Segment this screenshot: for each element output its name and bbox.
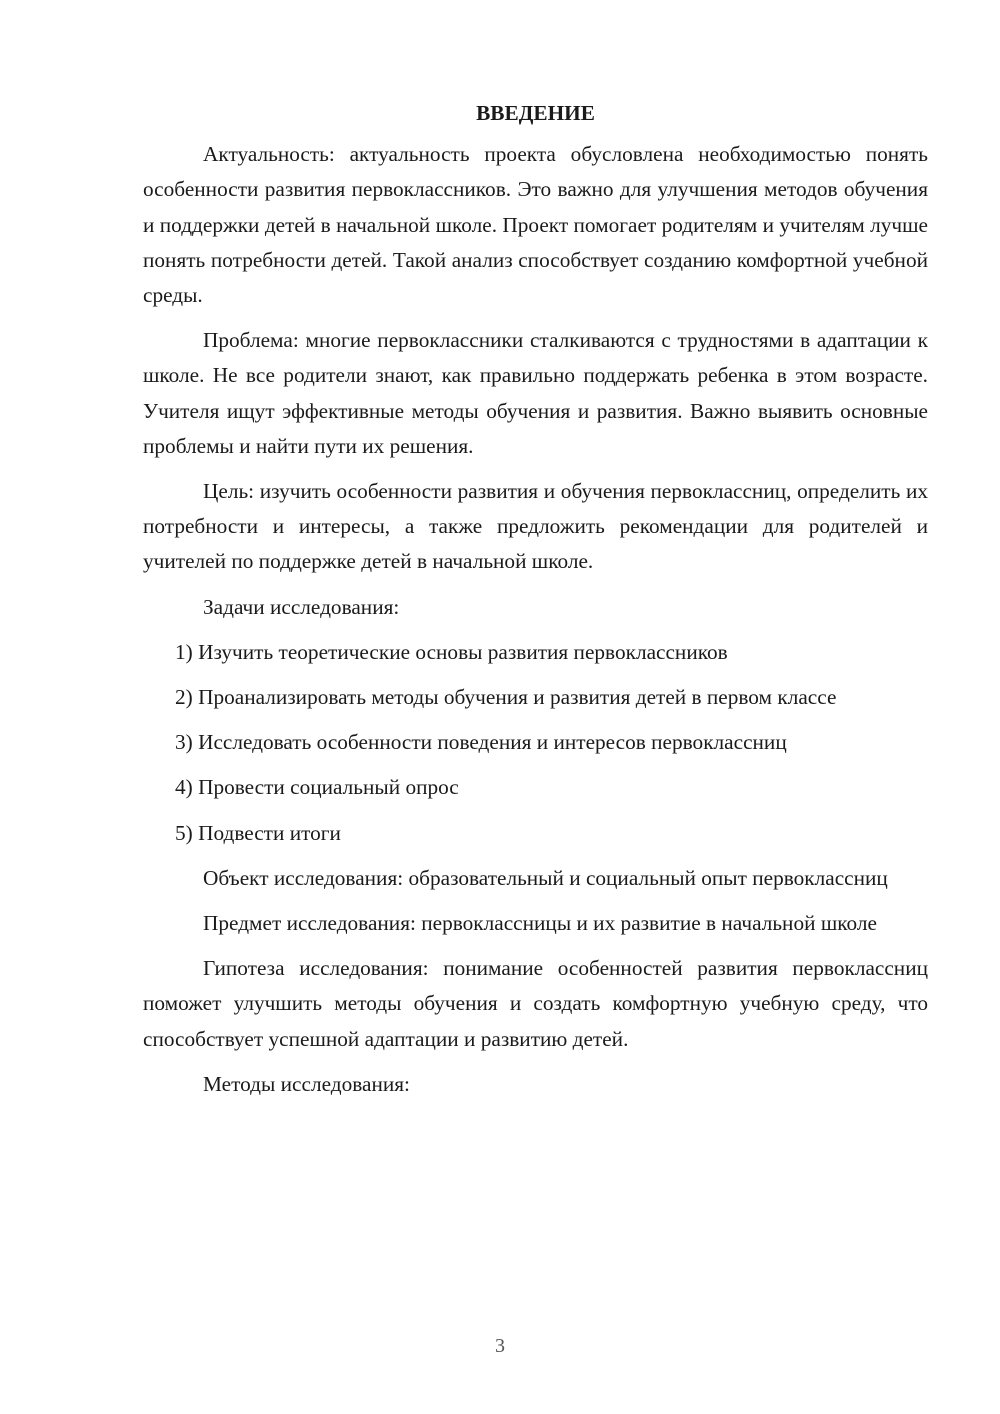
paragraph-goal: Цель: изучить особенности развития и обучения первоклассниц, определить их потребности и интересы, а также предложить рекомендации для родителей и учителей по поддержке детей в начальной школе.	[143, 479, 928, 574]
paragraph-object: Объект исследования: образовательный и социальный опыт первоклассниц	[203, 865, 888, 890]
paragraph-relevance: Актуальность: актуальность проекта обусловлена необходимостью понять особенности развития первоклассников. Это важно для улучшения методов обучения и поддержки детей в начальной школе. Проект помогает родителям и учителям лучше понять потребности детей. Такой анализ способствует созданию комфортной учебной среды.	[143, 142, 928, 308]
page-number: 3	[495, 1335, 505, 1357]
paragraph-problem: Проблема: многие первоклассники сталкиваются с трудностями в адаптации к школе. Не все родители знают, как правильно поддержать ребенка в этом возрасте. Учителя ищут эффективные методы обучения и развития. Важно выявить основные проблемы и найти пути их решения.	[143, 328, 928, 458]
task-item-4: 4) Провести социальный опрос	[175, 775, 459, 800]
methods-heading: Методы исследования:	[203, 1071, 410, 1096]
paragraph-hypothesis: Гипотеза исследования: понимание особенностей развития первоклассниц поможет улучшить методы обучения и создать комфортную учебную среду, что способствует успешной адаптации и развитию детей.	[143, 956, 928, 1051]
document-page	[143, 96, 928, 1112]
paragraph-subject: Предмет исследования: первоклассницы и их развитие в начальной школе	[203, 911, 877, 936]
task-item-5: 5) Подвести итоги	[175, 820, 341, 845]
task-item-2: 2) Проанализировать методы обучения и развития детей в первом классе	[175, 685, 837, 710]
task-item-3: 3) Исследовать особенности поведения и интересов первоклассниц	[175, 730, 787, 755]
page-title: ВВЕДЕНИЕ	[476, 101, 595, 125]
task-item-1: 1) Изучить теоретические основы развития первоклассников	[175, 639, 728, 664]
tasks-heading: Задачи исследования:	[203, 594, 400, 619]
